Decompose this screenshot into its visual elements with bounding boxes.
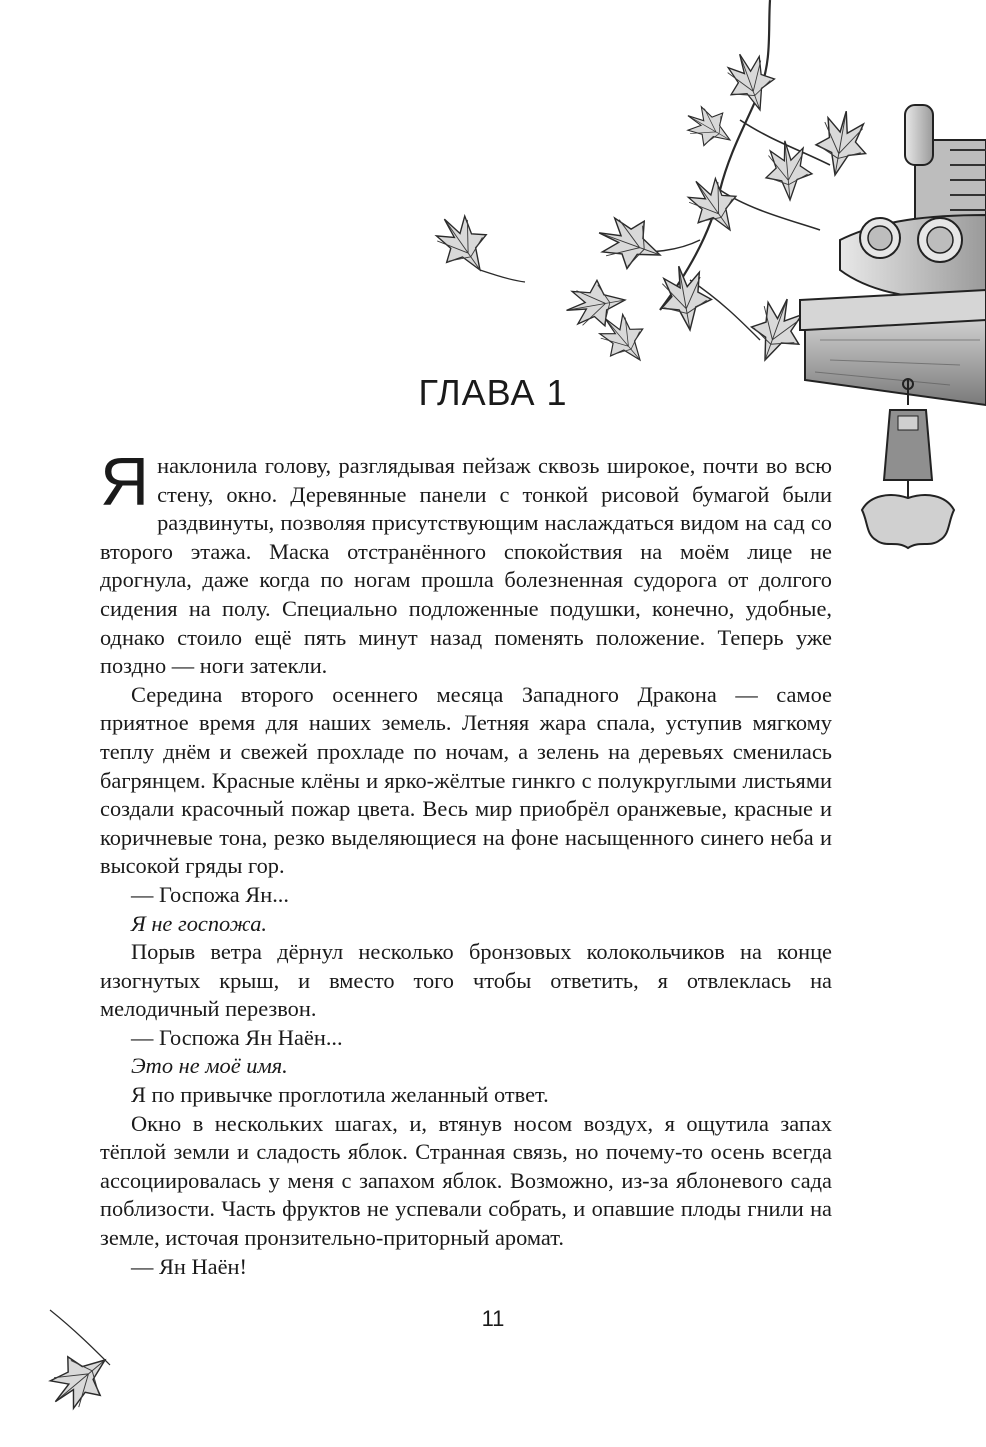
- dialogue-line-1: — Госпожа Ян...: [131, 881, 289, 907]
- falling-leaf-illustration: [426, 205, 525, 284]
- chapter-text: [100, 444, 832, 1281]
- inner-thought-2: Это не моё имя.: [131, 1053, 288, 1079]
- paragraph-3: Порыв ветра дёрнул несколько бронзовых колокольчиков на конце изогнутых крыш, и вместо того чтобы ответить, я отвлеклась на мелодичный перезвон.: [100, 939, 832, 1022]
- paragraph-1-text: наклонила голову, разглядывая пейзаж сквозь широкое, почти во всю стену, окно. Деревянные панели с тонкой рисовой бумагой были раздвинуты, позволяя присутствующим наслаждаться видом на сад со второго этажа. Маска отстранённого спокойствия на моём лице не дрогнула, даже когда по ногам прошла болезненная судорога от долгого сидения на полу. Специально подложенные подушки, конечно, удобные, однако стоило ещё пять минут назад поменять положение. Теперь уже поздно — ноги затекли.: [100, 453, 832, 679]
- inner-thought-1: Я не госпожа.: [131, 910, 267, 936]
- paragraph-2: Середина второго осеннего месяца Западного Дракона — самое приятное время для наших земель. Летняя жара спала, уступив мягкому теплу днём и свежей прохладе по ночам, а зелень на деревьях сменилась багрянцем. Красные клёны и ярко-жёлтые гинкго с полукруглыми листьями создали красочный пожар цвета. Весь мир приобрёл оранжевые, красные и коричневые тона, резко выделяющиеся на фоне насыщенного синего неба и высокой гряды гор.: [100, 681, 832, 879]
- dropcap: Я: [100, 444, 150, 520]
- dialogue-line-2: — Госпожа Ян Наён...: [131, 1024, 343, 1050]
- paragraph-4: Я по привычке проглотила желанный ответ.: [131, 1082, 549, 1108]
- dialogue-line-3: — Ян Наён!: [131, 1253, 247, 1279]
- paragraph-5: Окно в нескольких шагах, и, втянув носом воздух, я ощутила запах тёплой земли и сладость яблок. Странная связь, но почему-то осень всегда ассоциировалась у меня с запахом яблок. Возможно, из-за яблоневого сада поблизости. Часть фруктов не успевали собрать, и опавшие плоды гнили на земле, источая пронзительно-приторный аромат.: [100, 1110, 832, 1251]
- paragraph-1: [100, 444, 832, 681]
- chapter-title: ГЛАВА 1: [418, 372, 568, 413]
- page-number: 11: [481, 1306, 505, 1331]
